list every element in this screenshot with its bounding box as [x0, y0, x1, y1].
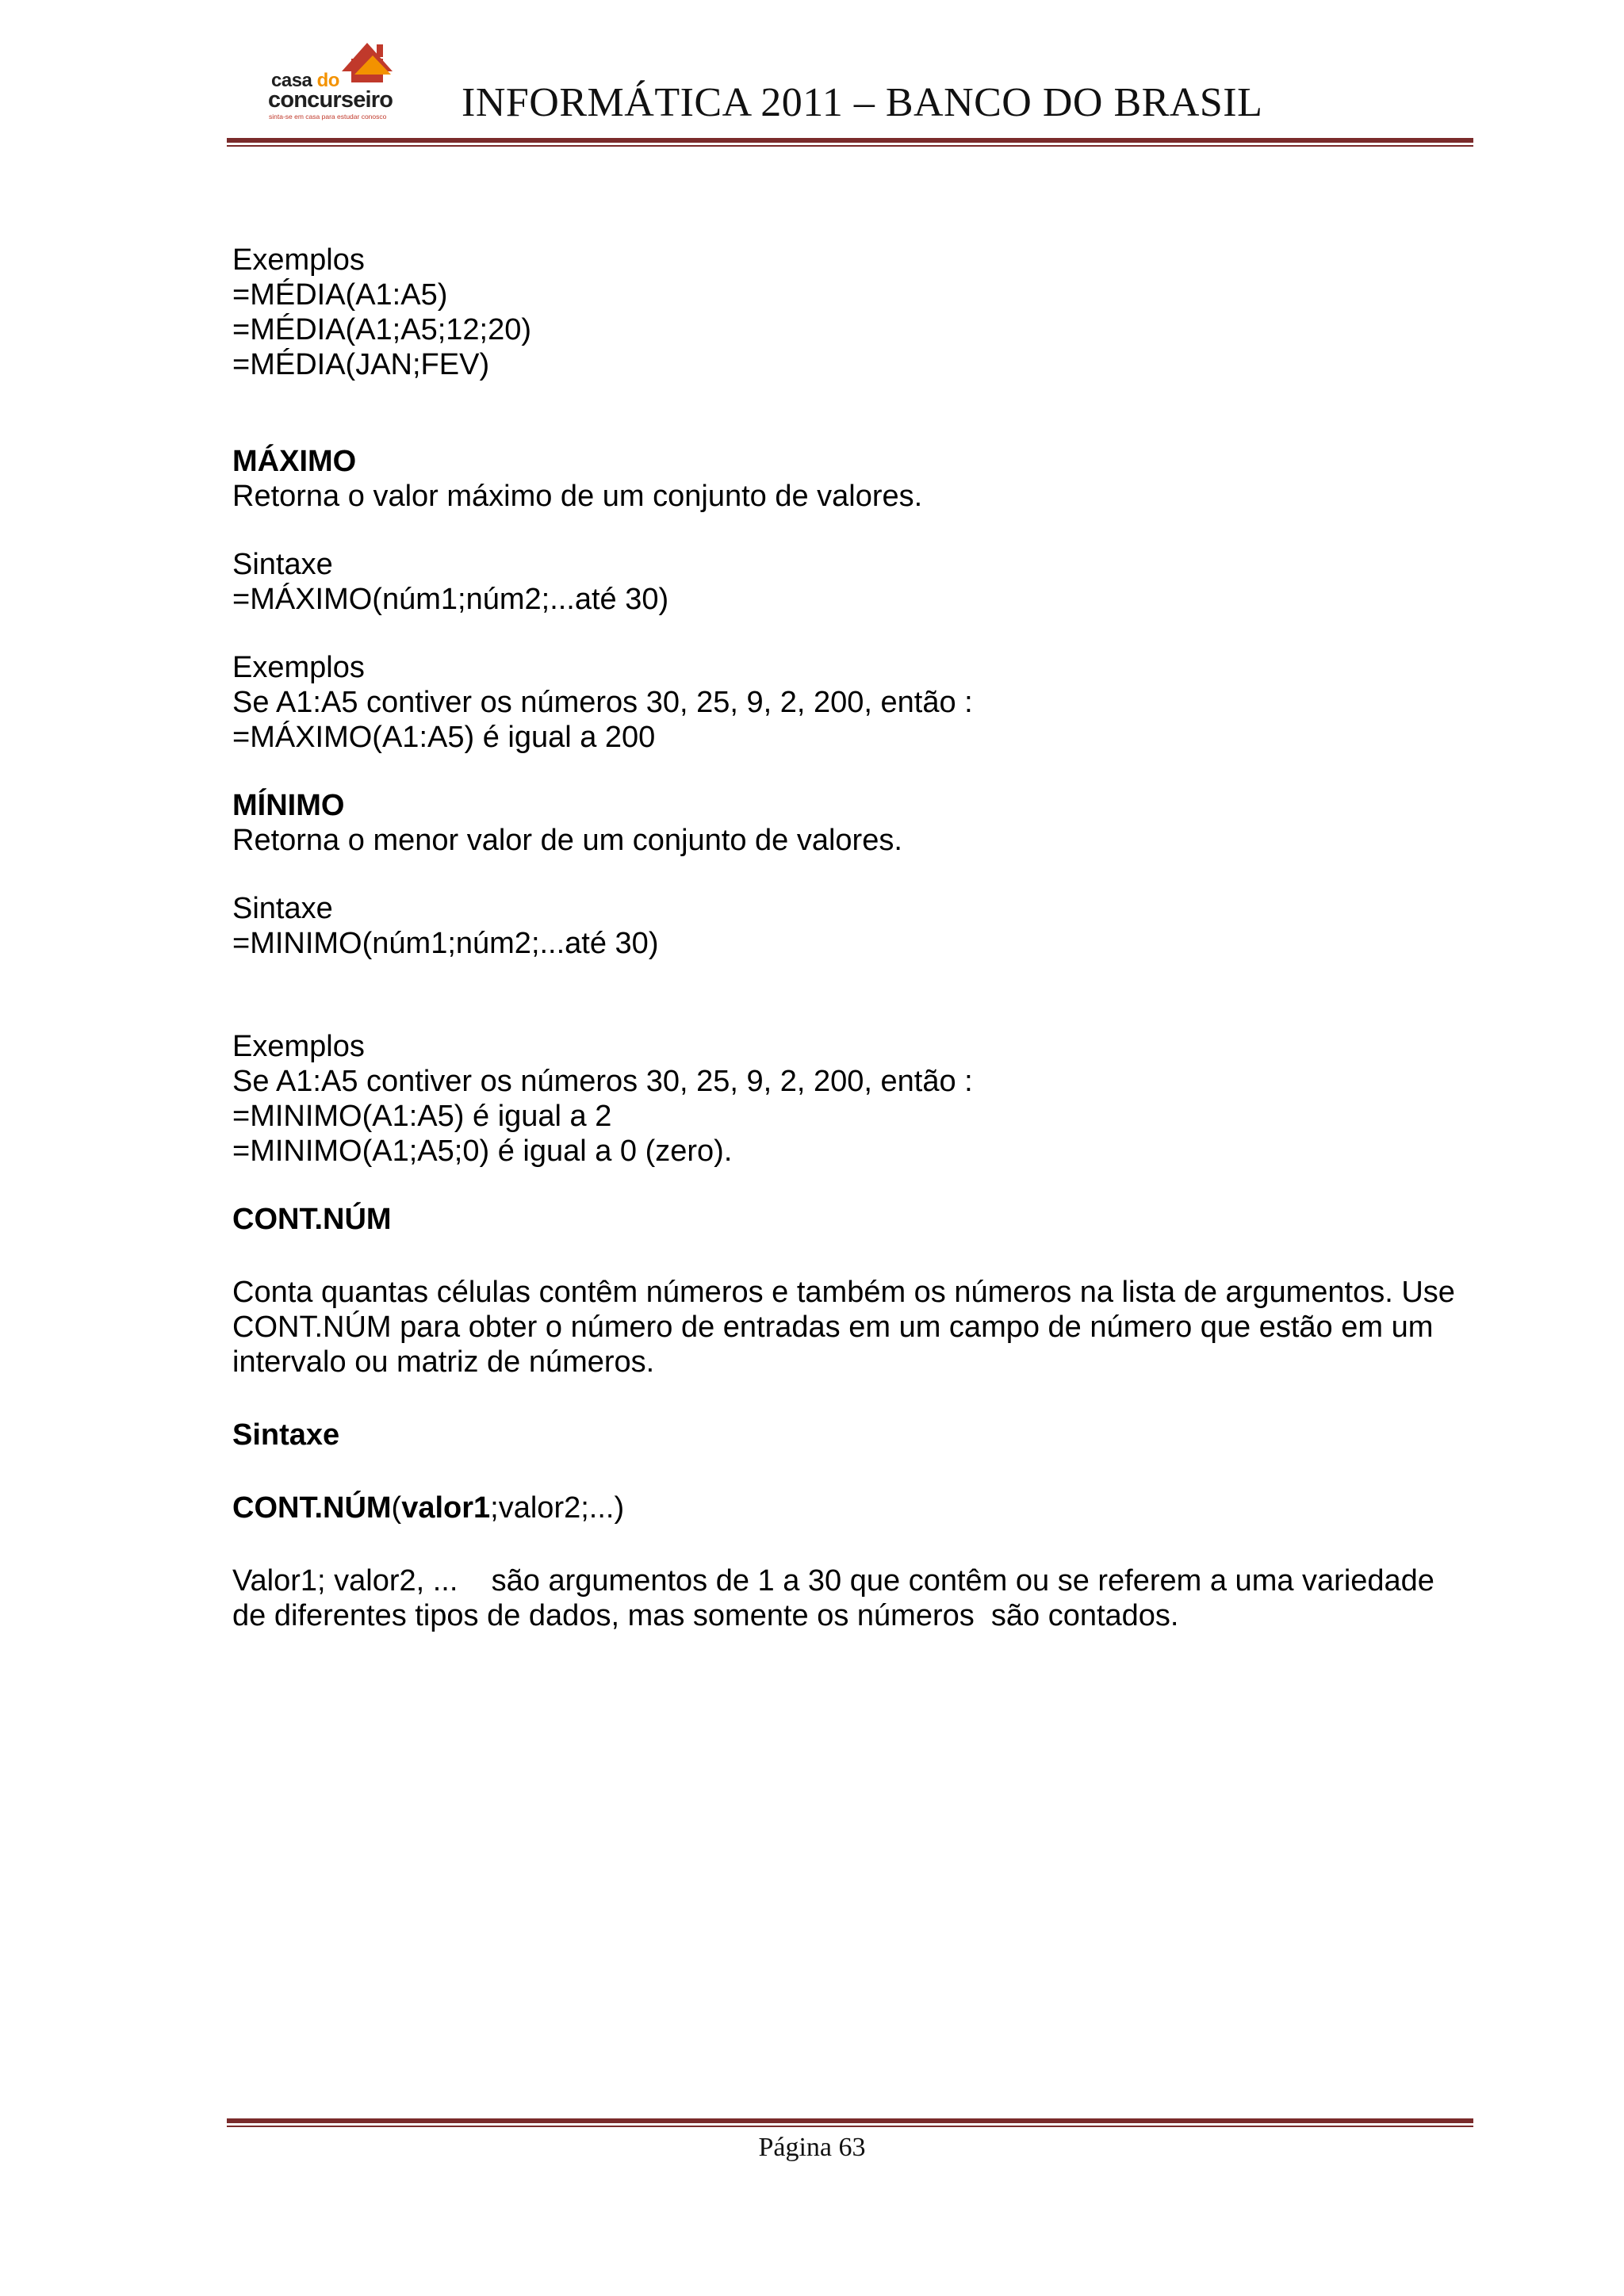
media-example-line: =MÉDIA(A1;A5;12;20): [232, 313, 532, 346]
footer-rule-thin: [227, 2126, 1473, 2127]
minimo-example-line: Se A1:A5 contiver os números 30, 25, 9, 2, 200, então :: [232, 1065, 973, 1098]
document-header-title: INFORMÁTICA 2011 – BANCO DO BRASIL: [462, 80, 1263, 125]
contnum-syntax-label: Sintaxe: [232, 1418, 340, 1452]
maximo-description: Retorna o valor máximo de um conjunto de valores.: [232, 480, 923, 513]
maximo-example-line: =MÁXIMO(A1:A5) é igual a 200: [232, 721, 656, 754]
maximo-example-line: Se A1:A5 contiver os números 30, 25, 9, 2, 200, então :: [232, 686, 973, 719]
maximo-examples-label: Exemplos: [232, 651, 365, 684]
contnum-description-line: intervalo ou matriz de números.: [232, 1345, 655, 1379]
minimo-examples-label: Exemplos: [232, 1030, 365, 1063]
media-example-line: =MÉDIA(A1:A5): [232, 278, 448, 312]
logo-casa-do: casa do: [271, 70, 339, 91]
media-example-line: =MÉDIA(JAN;FEV): [232, 348, 490, 381]
contnum-args-line: Valor1; valor2, ... são argumentos de 1 a 30 que contêm ou se referem a uma variedade: [232, 1564, 1434, 1598]
maximo-syntax-label: Sintaxe: [232, 548, 333, 581]
contnum-description-line: Conta quantas células contêm números e também os números na lista de argumentos. Use: [232, 1276, 1455, 1309]
contnum-description-line: CONT.NÚM para obter o número de entradas em um campo de número que estão em um: [232, 1311, 1434, 1344]
contnum-syntax-func: CONT.NÚM: [232, 1491, 392, 1525]
contnum-args-line: de diferentes tipos de dados, mas somente os números são contados.: [232, 1599, 1179, 1632]
media-examples-heading: Exemplos: [232, 243, 365, 277]
logo-concurseiro: concurseiro: [268, 87, 393, 113]
logo-tagline: sinta-se em casa para estudar conosco: [269, 113, 387, 121]
minimo-syntax: =MINIMO(núm1;núm2;...até 30): [232, 927, 659, 960]
header-rule-thick: [227, 138, 1473, 143]
contnum-title: CONT.NÚM: [232, 1203, 392, 1236]
maximo-syntax: =MÁXIMO(núm1;núm2;...até 30): [232, 583, 669, 616]
casa-do-concurseiro-logo: [266, 35, 408, 121]
contnum-syntax: [232, 1490, 1473, 1525]
contnum-syntax-rest: ;valor2;...): [490, 1491, 625, 1525]
maximo-title: MÁXIMO: [232, 445, 357, 478]
header-rule-thin: [227, 145, 1473, 147]
page-number: Página 63: [758, 2133, 866, 2162]
minimo-example-line: =MINIMO(A1:A5) é igual a 2: [232, 1100, 612, 1133]
contnum-syntax-open: (: [391, 1491, 402, 1525]
minimo-example-line: =MINIMO(A1;A5;0) é igual a 0 (zero).: [232, 1135, 733, 1168]
minimo-syntax-label: Sintaxe: [232, 892, 333, 925]
minimo-description: Retorna o menor valor de um conjunto de valores.: [232, 824, 902, 857]
document-body: [232, 243, 1473, 1633]
minimo-title: MÍNIMO: [232, 789, 345, 822]
contnum-syntax-arg1: valor1: [401, 1491, 491, 1525]
footer-rule-thick: [227, 2118, 1473, 2123]
